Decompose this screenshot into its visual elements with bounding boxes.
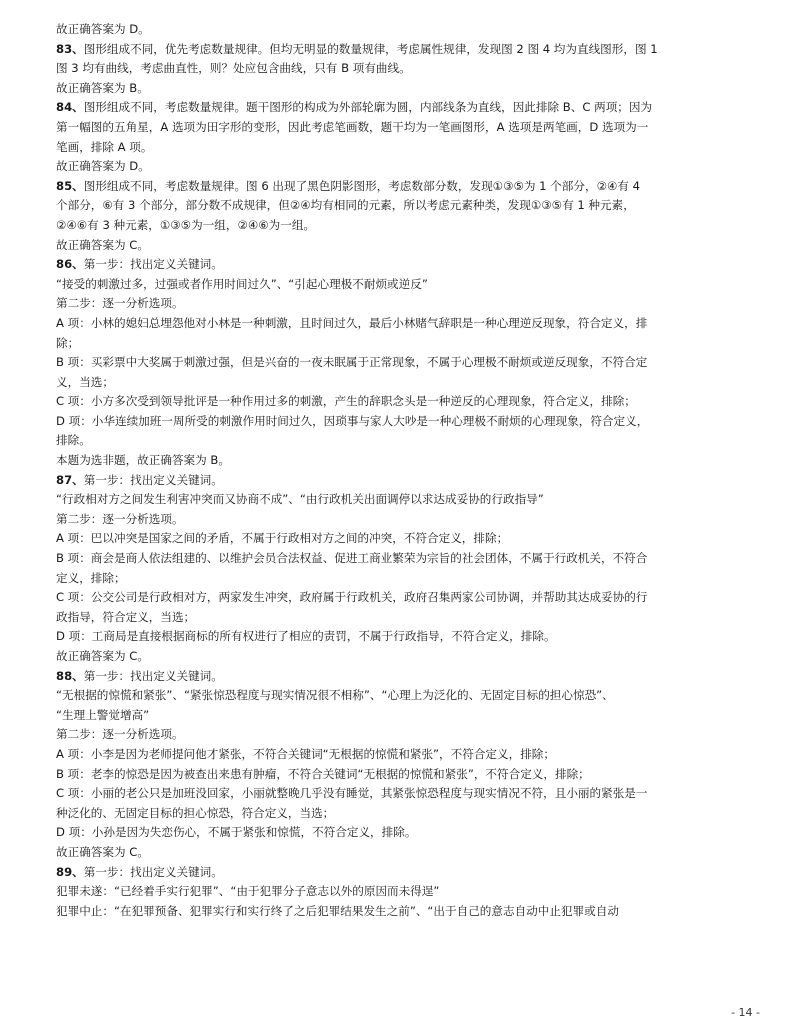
line-text: 排除。 [56, 433, 91, 448]
line-text: 第一步：找出定义关键词。 [83, 864, 223, 879]
text-line [56, 647, 746, 667]
line-text: 第一步：找出定义关键词。 [83, 257, 223, 272]
line-text: A 项：巴以冲突是国家之间的矛盾，不属于行政相对方之间的冲突，不符合定义，排除； [56, 531, 509, 546]
line-text: B 项：买彩票中大奖属于刺激过强，但是兴奋的一夜未眠属于正常现象，不属于心理极不耐烦或逆反现象，不符合定 [56, 355, 648, 370]
text-line [56, 59, 746, 79]
question-number: 89、 [56, 864, 84, 879]
line-text: 犯罪未遂：“已经着手实行犯罪”、“由于犯罪分子意志以外的原因而未得逞” [56, 884, 440, 899]
text-line [56, 667, 746, 687]
text-line [56, 177, 746, 197]
text-line [56, 118, 746, 138]
question-number: 88、 [56, 668, 84, 683]
line-text: C 项：公交公司是行政相对方，两家发生冲突，政府属于行政机关，政府召集两家公司协调，并帮助其达成妥协的行 [56, 590, 648, 605]
line-text: 故正确答案为 C。 [56, 649, 149, 663]
line-text: D 项：小孙是因为失恋伤心，不属于紧张和惊慌，不符合定义，排除。 [56, 825, 417, 840]
text-line [56, 765, 746, 785]
text-line [56, 431, 746, 451]
text-line [56, 353, 746, 373]
question-number: 87、 [56, 472, 84, 487]
line-text: 图形组成不同，优先考虑数量规律。但均无明显的数量规律，考虑属性规律，发现图 2 图 4 均为直线图形，图 1 [83, 41, 658, 56]
line-text: “无根据的惊慌和紧张”、“紧张惊恐程度与现实情况很不相称”、“心理上为泛化的、无固定目标的担心惊恐”、 [56, 688, 614, 703]
text-line [56, 608, 746, 628]
text-line [56, 706, 746, 726]
text-line [56, 902, 746, 922]
line-text: 第一幅图的五角星，A 选项为田字形的变形，因此考虑笔画数，题干均为一笔画图形，A 选项是两笔画，D 选项为一 [56, 119, 649, 134]
text-line [56, 294, 746, 314]
question-number: 84、 [56, 100, 84, 115]
text-line [56, 588, 746, 608]
text-line [56, 863, 746, 883]
text-line [56, 745, 746, 765]
line-text: 定义，排除； [56, 570, 126, 585]
text-line [56, 334, 746, 354]
text-line [56, 451, 746, 471]
answer-explanation-text [56, 20, 746, 921]
line-text: 第一步：找出定义关键词。 [83, 472, 223, 487]
question-number: 85、 [56, 178, 84, 193]
text-line [56, 216, 746, 236]
line-text: C 项：小丽的老公只是加班没回家，小丽就整晚几乎没有睡觉，其紧张惊恐程度与现实情况不符，且小丽的紧张是一 [56, 786, 648, 801]
text-line [56, 471, 746, 491]
line-text: A 项：小林的媳妇总埋怨他对小林是一种刺激，且时间过久，最后小林赌气辞职是一种心理逆反现象，符合定义，排 [56, 315, 648, 330]
line-text: 故正确答案为 D。 [56, 159, 150, 174]
text-line [56, 529, 746, 549]
line-text: 个部分，⑥有 3 个部分，部分数不成规律，但②④均有相同的元素，所以考虑元素种类，发现①③⑤有 1 种元素， [56, 198, 635, 213]
line-text: 第二步：逐一分析选项。 [56, 727, 184, 742]
line-text: 故正确答案为 B。 [56, 80, 149, 95]
line-text: 第一步：找出定义关键词。 [83, 668, 223, 683]
text-line [56, 843, 746, 863]
text-line [56, 725, 746, 745]
text-line [56, 510, 746, 530]
text-line [56, 98, 746, 118]
text-line [56, 627, 746, 647]
text-line [56, 882, 746, 902]
text-line [56, 157, 746, 177]
line-text: 本题为选非题，故正确答案为 B。 [56, 453, 230, 468]
line-text: B 项：商会是商人依法组建的、以维护会员合法权益、促进工商业繁荣为宗旨的社会团体，不属于行政机关，不符合 [56, 551, 648, 566]
text-line [56, 138, 746, 158]
text-line [56, 686, 746, 706]
text-line [56, 804, 746, 824]
line-text: 故正确答案为 C。 [56, 844, 149, 859]
line-text: 政指导，符合定义，当选； [56, 609, 196, 624]
text-line [56, 275, 746, 295]
line-text: 除； [56, 335, 80, 350]
text-line [56, 314, 746, 334]
line-text: 第二步：逐一分析选项。 [56, 296, 184, 311]
text-line [56, 373, 746, 393]
text-line [56, 490, 746, 510]
text-line [56, 412, 746, 432]
line-text: A 项：小李是因为老师提问他才紧张，不符合关键词“无根据的惊慌和紧张”，不符合定义，排除； [56, 746, 555, 761]
line-text: C 项：小方多次受到领导批评是一种作用过多的刺激，产生的辞职念头是一种逆反的心理现象，符合定义，排除； [56, 394, 636, 409]
text-line [56, 40, 746, 60]
line-text: 义，当选； [56, 374, 114, 389]
line-text: 种泛化的、无固定目标的担心惊恐，符合定义，当选； [56, 805, 335, 820]
line-text: 故正确答案为 C。 [56, 237, 149, 252]
line-text: 图 3 均有曲线，考虑曲直性，则？处应包含曲线，只有 B 项有曲线。 [56, 61, 411, 76]
line-text: 第二步：逐一分析选项。 [56, 511, 184, 526]
text-line [56, 549, 746, 569]
line-text: D 项：工商局是直接根据商标的所有权进行了相应的责罚，不属于行政指导，不符合定义，排除。 [56, 629, 556, 644]
line-text: 犯罪中止：“在犯罪预备、犯罪实行和实行终了之后犯罪结果发生之前”、“出于自己的意志自动中止犯罪或自动 [56, 903, 619, 918]
text-line [56, 392, 746, 412]
text-line [56, 823, 746, 843]
line-text: B 项：老李的惊恐是因为被查出来患有肿瘤，不符合关键词“无根据的惊慌和紧张”，不符合定义，排除； [56, 766, 590, 781]
line-text: 图形组成不同，考虑数量规律。题干图形的构成为外部轮廓为圆，内部线条为直线，因此排除 B、C 两项；因为 [83, 100, 653, 115]
text-line [56, 784, 746, 804]
text-line [56, 196, 746, 216]
text-line [56, 569, 746, 589]
question-number: 83、 [56, 41, 84, 56]
line-text: “行政相对方之间发生利害冲突而又协商不成”、“由行政机关出面调停以求达成妥协的行政指导” [56, 492, 544, 507]
line-text: “接受的刺激过多，过强或者作用时间过久”、“引起心理极不耐烦或逆反” [56, 276, 428, 291]
text-line [56, 236, 746, 256]
question-number: 86、 [56, 257, 84, 272]
text-line [56, 79, 746, 99]
text-line [56, 20, 746, 40]
line-text: “生理上警觉增高” [56, 707, 150, 722]
text-line [56, 255, 746, 275]
line-text: 故正确答案为 D。 [56, 22, 150, 36]
line-text: 图形组成不同，考虑数量规律。图 6 出现了黑色阴影图形，考虑数部分数，发现①③⑤为 1 个部分，②④有 4 [83, 178, 641, 193]
line-text: 笔画，排除 A 项。 [56, 139, 153, 154]
page-number: - 14 - [731, 1006, 760, 1019]
line-text: D 项：小华连续加班一周所受的刺激作用时间过久，因琐事与家人大吵是一种心理极不耐烦的心理现象，符合定义， [56, 413, 649, 428]
line-text: ②④⑥有 3 种元素，①③⑤为一组，②④⑥为一组。 [56, 217, 316, 232]
